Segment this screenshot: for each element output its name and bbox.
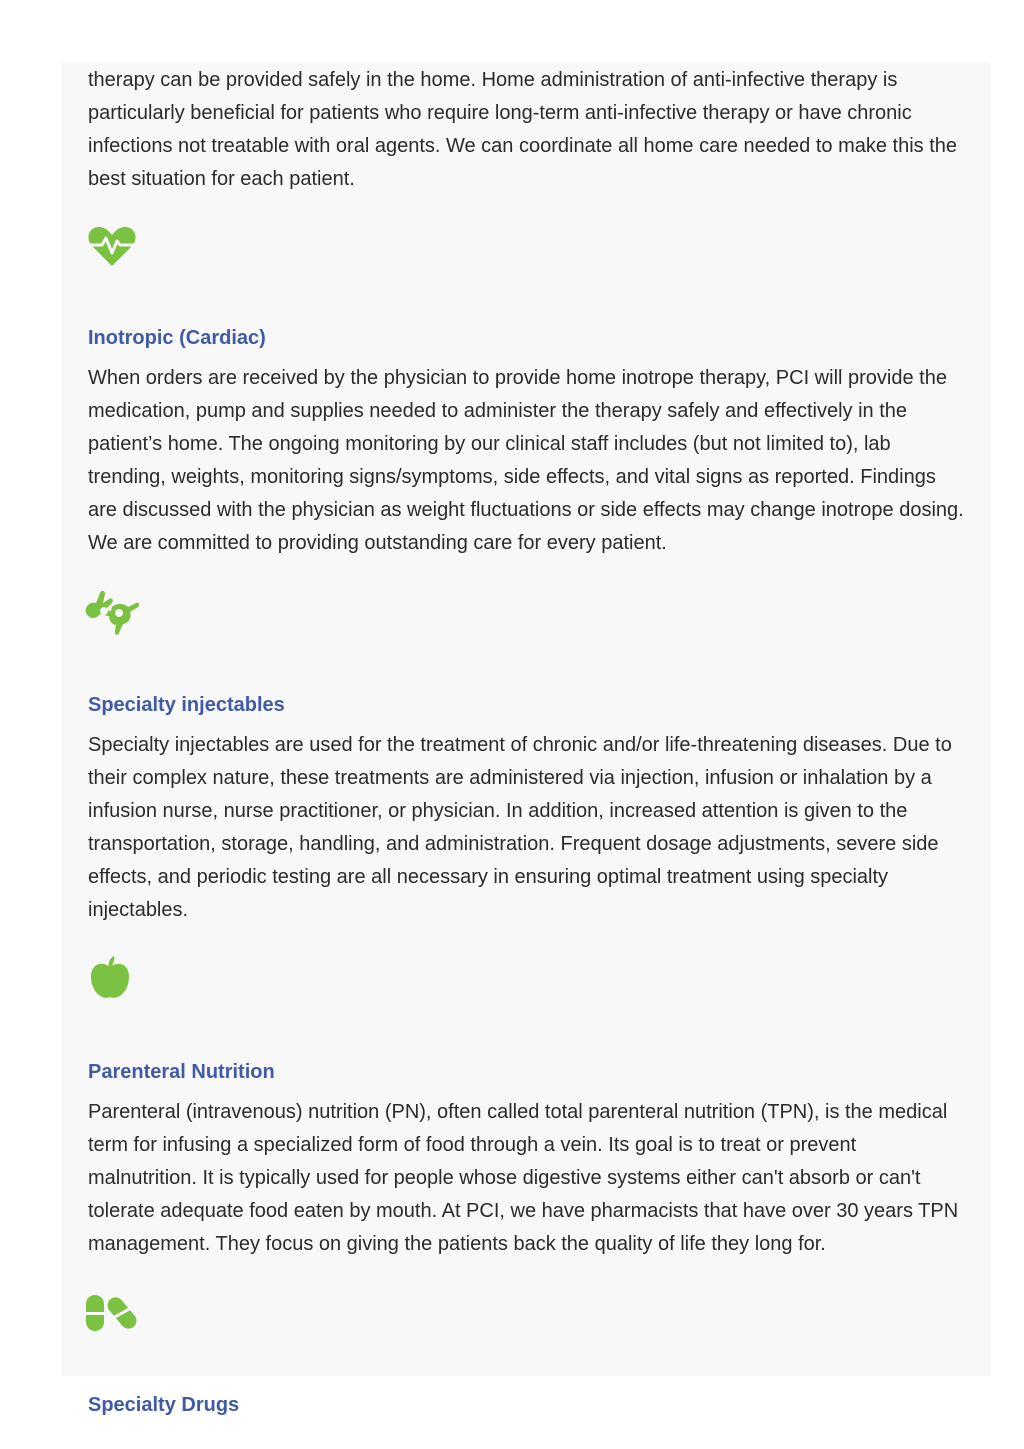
service-title: Specialty Drugs bbox=[88, 1394, 240, 1416]
service-title: Specialty injectables bbox=[88, 694, 285, 716]
service-specialty-injectables bbox=[88, 587, 966, 927]
service-description: When orders are received by the physician to provide home inotrope therapy, PCI will provide the medication, pump and supplies needed to administer the therapy safely and effectively in the patient’s home. The ongoing monitoring by our clinical staff includes (but not limited to), lab trending, weights, monitoring signs/symptoms, side effects, and vital signs as reported. Findings are discussed with the physician as weight fluctuations or side effects may change inotrope dosing. We are committed to providing outstanding care for every patient. bbox=[88, 367, 964, 554]
content-inner bbox=[62, 62, 990, 1419]
service-parenteral-nutrition bbox=[88, 953, 966, 1261]
service-specialty-drugs bbox=[88, 1288, 966, 1419]
heartbeat-icon bbox=[88, 221, 966, 271]
apple-icon bbox=[88, 953, 966, 1003]
content-panel bbox=[62, 62, 990, 1416]
sign-language-hands-icon bbox=[88, 587, 966, 637]
service-title: Parenteral Nutrition bbox=[88, 1061, 275, 1083]
service-inotropic bbox=[88, 221, 966, 560]
service-title: Inotropic (Cardiac) bbox=[88, 327, 266, 349]
intro-paragraph: therapy can be provided safely in the home. Home administration of anti-infective therapy is particularly beneficial for patients who require long-term anti-infective therapy or have chronic infections not treatable with oral agents. We can coordinate all home care needed to make this the best situation for each patient. bbox=[88, 69, 958, 190]
service-description: Parenteral (intravenous) nutrition (PN), often called total parenteral nutrition (TPN), is the medical term for infusing a specialized form of food through a vein. Its goal is to treat or prevent malnutrition. It is typically used for people whose digestive systems either can't absorb or can't tolerate adequate food eaten by mouth. At PCI, we have pharmacists that have over 30 years TPN management. They focus on giving the patients back the quality of life they long for. bbox=[88, 1101, 959, 1255]
pills-icon bbox=[88, 1288, 966, 1338]
service-description: Specialty injectables are used for the treatment of chronic and/or life-threatening diseases. Due to their complex nature, these treatments are administered via injection, infusion or inhalation by a infusion nurse, nurse practitioner, or physician. In addition, increased attention is given to the transportation, storage, handling, and administration. Frequent dosage adjustments, severe side effects, and periodic testing are all necessary in ensuring optimal treatment using specialty injectables. bbox=[88, 734, 952, 921]
